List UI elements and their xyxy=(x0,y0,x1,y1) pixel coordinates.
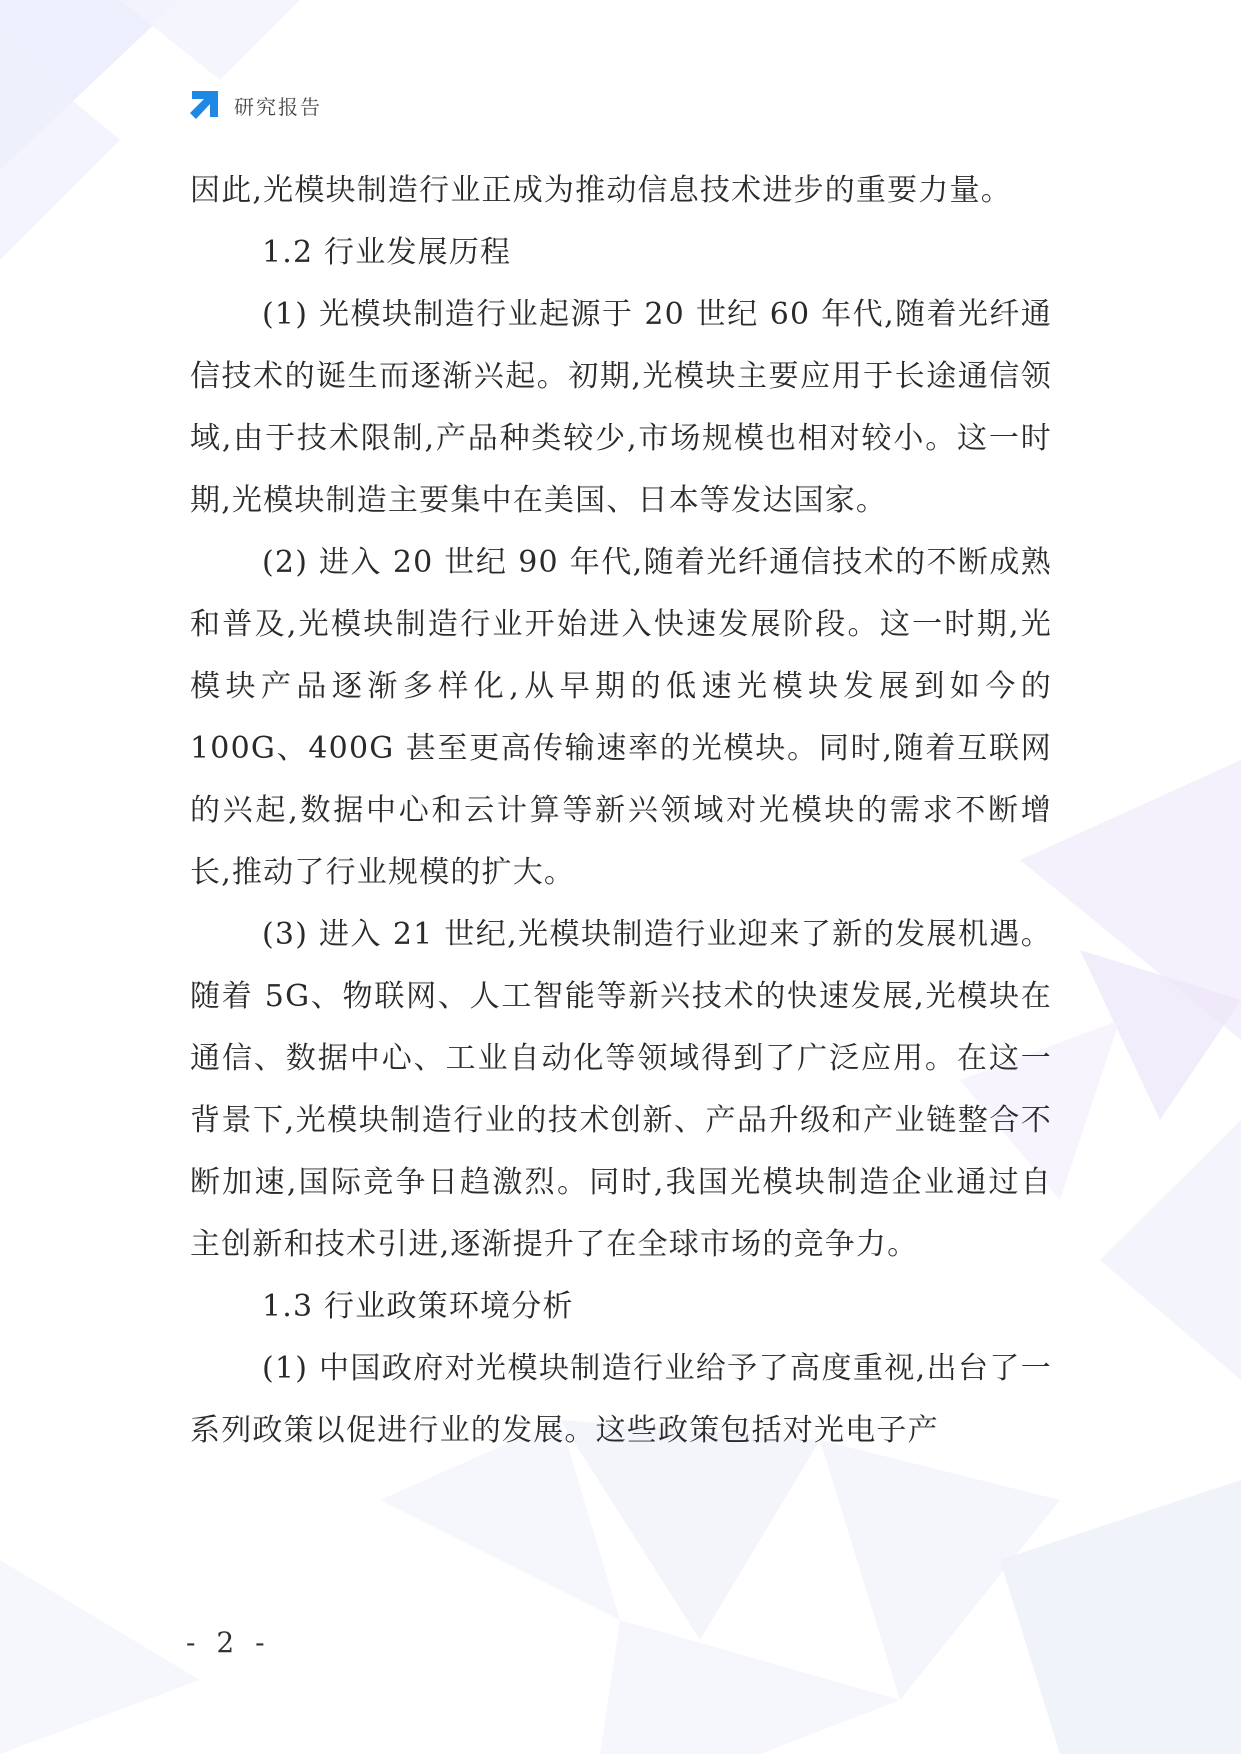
document-body xyxy=(190,160,1052,1462)
arrow-up-right-icon xyxy=(186,87,222,123)
paragraph-continuation: 因此,光模块制造行业正成为推动信息技术进步的重要力量。 xyxy=(190,173,1012,208)
header xyxy=(186,86,322,124)
page-number: - 2 - xyxy=(186,1626,271,1659)
section-heading-1-3: 1.3 行业政策环境分析 xyxy=(262,1289,574,1324)
logo-arrow-shape xyxy=(190,91,218,119)
paragraph-1: (1) 光模块制造行业起源于 20 世纪 60 年代,随着光纤通信技术的诞生而逐渐兴起。初期,光模块主要应用于长途通信领域,由于技术限制,产品种类较少,市场规模也相对较小。这一时期,光模块制造主要集中在美国、日本等发达国家。 xyxy=(190,297,1052,518)
section-heading-1-2: 1.2 行业发展历程 xyxy=(262,235,512,270)
header-title: 研究报告 xyxy=(234,94,322,119)
paragraph-2: (2) 进入 20 世纪 90 年代,随着光纤通信技术的不断成熟和普及,光模块制造行业开始进入快速发展阶段。这一时期,光模块产品逐渐多样化,从早期的低速光模块发展到如今的 100G、400G 甚至更高传输速率的光模块。同时,随着互联网的兴起,数据中心和云计算等新兴领域对光模块的需求不断增长,推动了行业规模的扩大。 xyxy=(190,545,1052,890)
paragraph-4: (1) 中国政府对光模块制造行业给予了高度重视,出台了一系列政策以促进行业的发展。这些政策包括对光电子产 xyxy=(190,1351,1052,1448)
paragraph-3: (3) 进入 21 世纪,光模块制造行业迎来了新的发展机遇。随着 5G、物联网、人工智能等新兴技术的快速发展,光模块在通信、数据中心、工业自动化等领域得到了广泛应用。在这一背景下,光模块制造行业的技术创新、产品升级和产业链整合不断加速,国际竞争日趋激烈。同时,我国光模块制造企业通过自主创新和技术引进,逐渐提升了在全球市场的竞争力。 xyxy=(190,917,1052,1262)
